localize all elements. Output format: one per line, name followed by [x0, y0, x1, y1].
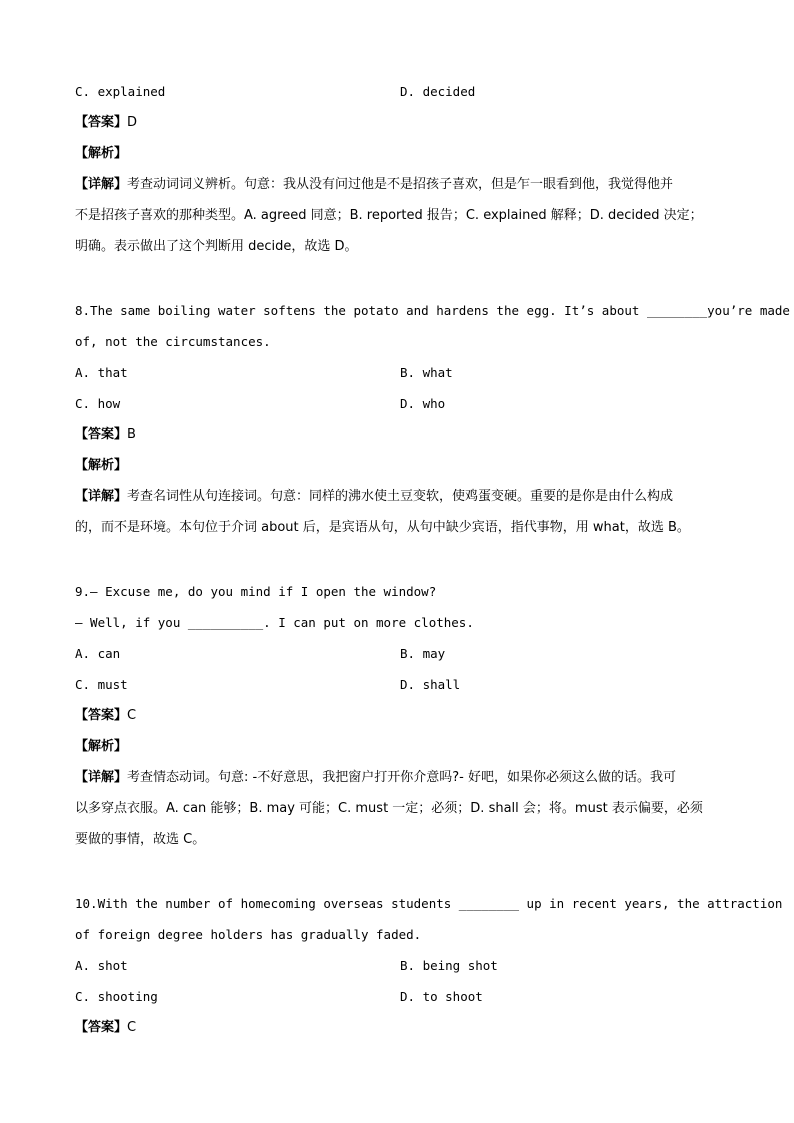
answer-value: C [127, 1020, 137, 1035]
answer-value: D [127, 115, 138, 130]
q7-option-c: C. explained [75, 84, 166, 99]
q8-answer [75, 427, 136, 443]
q9-detail-line-2: 以多穿点衣服。A. can 能够；B. may 可能；C. must 一定；必须；D. shall 会；将。must 表示偏要，必须 [75, 801, 703, 816]
q8-detail-line-1 [75, 489, 673, 505]
q8-stem-line-1: 8.The same boiling water softens the potato and hardens the egg. It’s about ________you’re made [75, 303, 790, 318]
q9-analysis-heading: 【解析】 [75, 739, 128, 754]
answer-value: C [127, 708, 137, 723]
answer-tag: 【答案】 [75, 708, 128, 723]
q8-detail-line-2: 的，而不是环境。本句位于介词 about 后，是宾语从句，从句中缺少宾语，指代事物，用 what，故选 B。 [75, 520, 690, 535]
q9-option-c: C. must [75, 677, 128, 692]
detail-tag: 【详解】 [75, 177, 128, 192]
q7-option-d: D. decided [400, 84, 476, 99]
detail-tag: 【详解】 [75, 489, 128, 504]
q10-answer [75, 1020, 136, 1036]
q9-answer [75, 708, 136, 724]
q8-option-c: C. how [75, 396, 121, 411]
q9-option-d: D. shall [400, 677, 461, 692]
q10-option-d: D. to shoot [400, 989, 483, 1004]
q9-stem-line-1: 9.— Excuse me, do you mind if I open the window? [75, 584, 437, 599]
q10-stem-line-2: of foreign degree holders has gradually faded. [75, 927, 422, 942]
q7-analysis-heading: 【解析】 [75, 146, 128, 161]
q8-stem-line-2: of, not the circumstances. [75, 334, 271, 349]
q8-option-a: A. that [75, 365, 128, 380]
q8-option-d: D. who [400, 396, 446, 411]
q9-detail-line-3: 要做的事情，故选 C。 [75, 832, 206, 847]
answer-tag: 【答案】 [75, 115, 128, 130]
detail-text: 考查名词性从句连接词。句意：同样的沸水使土豆变软，使鸡蛋变硬。重要的是你是由什么构成 [127, 489, 674, 504]
q10-option-c: C. shooting [75, 989, 158, 1004]
q10-option-a: A. shot [75, 958, 128, 973]
q8-analysis-heading: 【解析】 [75, 458, 128, 473]
q9-detail-line-1 [75, 770, 676, 786]
detail-text: 考查情态动词。句意: -不好意思，我把窗户打开你介意吗?- 好吧，如果你必须这么做的话。我可 [127, 770, 676, 785]
q10-option-b: B. being shot [400, 958, 498, 973]
answer-tag: 【答案】 [75, 1020, 128, 1035]
q7-detail-line-2: 不是招孩子喜欢的那种类型。A. agreed 同意；B. reported 报告；C. explained 解释；D. decided 决定； [75, 208, 703, 223]
q7-answer [75, 115, 137, 131]
q7-detail-line-1 [75, 177, 673, 193]
q9-stem-line-2: — Well, if you __________. I can put on more clothes. [75, 615, 474, 630]
q9-option-a: A. can [75, 646, 121, 661]
answer-value: B [127, 427, 136, 442]
q9-option-b: B. may [400, 646, 446, 661]
q8-option-b: B. what [400, 365, 453, 380]
detail-text: 考查动词词义辨析。句意：我从没有问过他是不是招孩子喜欢，但是乍一眼看到他，我觉得他并 [127, 177, 674, 192]
answer-tag: 【答案】 [75, 427, 128, 442]
q7-detail-line-3: 明确。表示做出了这个判断用 decide，故选 D。 [75, 239, 358, 254]
detail-tag: 【详解】 [75, 770, 128, 785]
q10-stem-line-1: 10.With the number of homecoming overseas students ________ up in recent years, the attraction [75, 896, 783, 911]
